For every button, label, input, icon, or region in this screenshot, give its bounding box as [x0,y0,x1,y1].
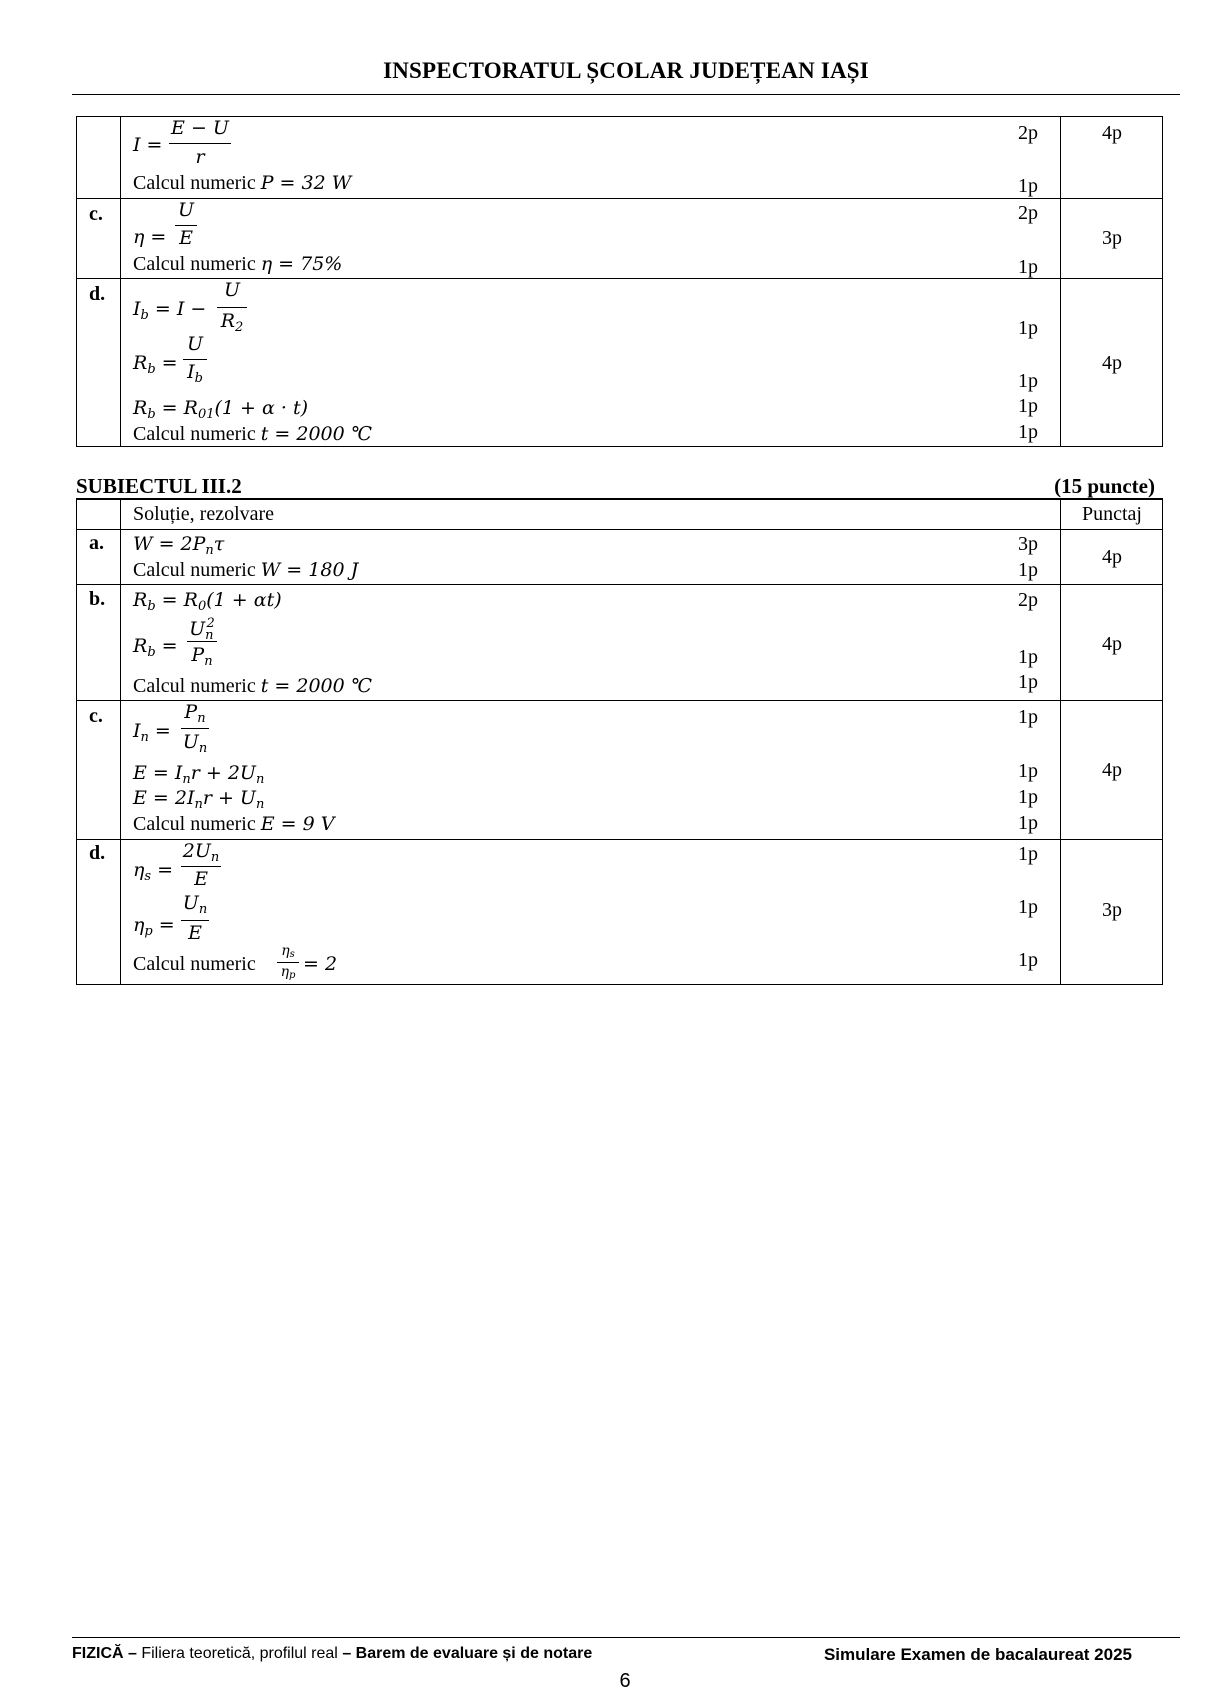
table-row [77,278,1162,449]
formula-line: $R_b = R_0(1 + \alpha t)$ [133,589,282,614]
section-points: (15 puncte) [1054,474,1155,498]
formula-lhs: η = [133,226,167,248]
formula-line: $E = 2I_nr + U_n$ [133,787,265,812]
formula-fraction: E − U r [169,117,231,173]
item-label: c. [89,705,103,727]
points-value: 1p [1018,370,1038,392]
row-total: 4p [1102,759,1122,781]
formula-lhs: $\eta_p$ = [133,914,175,939]
points-value: 1p [1018,843,1038,865]
table-header-row [77,500,1162,529]
table-row [77,839,1162,987]
points-value: 1p [1018,559,1038,581]
item-label: c. [89,203,103,225]
numeric-calc: Calcul numeric t = 2000 ℃ [133,423,373,445]
item-label: b. [89,588,106,610]
points-value: 1p [1018,317,1038,339]
formula-fraction: U E [175,199,197,255]
numeric-calc: Calcul numeric [133,953,256,975]
formula-fraction: U $R_2$ [217,279,247,337]
formula-fraction: $P_n$ $U_n$ [182,701,208,756]
row-total: 4p [1102,633,1122,655]
row-total: 3p [1102,899,1122,921]
points-value: 1p [1018,421,1038,443]
footer-rule [72,1637,1180,1638]
formula-fraction: $2U_n$ E [182,840,220,890]
table-row [77,117,1162,198]
numeric-calc: Calcul numeric η = 75% [133,253,343,275]
formula-lhs: $R_b$ = [133,635,178,660]
formula-line: $W = 2P_n\tau$ [133,533,225,558]
section-title: SUBIECTUL III.2 [76,474,242,498]
points-value: 1p [1018,646,1038,668]
row-total: 4p [1102,122,1122,144]
points-value: 2p [1018,202,1038,224]
item-label: d. [89,842,106,864]
formula-lhs: $\eta_s$ = [133,859,174,884]
points-value: 1p [1018,706,1038,728]
points-value: 2p [1018,589,1038,611]
points-value: 2p [1018,122,1038,144]
formula-fraction: $U_n^2$ $P_n$ [187,613,217,673]
row-total: 4p [1102,352,1122,374]
page-header-title: INSPECTORATUL ȘCOLAR JUDEȚEAN IAȘI [383,58,869,83]
numeric-calc: Calcul numeric t = 2000 ℃ [133,675,373,697]
points-value: 1p [1018,395,1038,417]
numeric-result: = 2 [303,953,338,975]
column-header-score: Punctaj [1082,503,1142,525]
page-number: 6 [619,1670,631,1692]
item-label: d. [89,283,106,305]
table-row [77,198,1162,279]
numeric-calc: Calcul numeric E = 9 V [133,813,335,835]
footer-exam: Simulare Examen de bacalaureat 2025 [823,1645,1132,1664]
table-row [77,529,1162,585]
grading-table-part2 [76,499,1163,985]
formula-line: $R_b = R_{01}(1 + \alpha \cdot t)$ [133,397,308,422]
header-rule [72,94,1180,95]
footer-subject: FIZICĂ – Filiera teoretică, profilul real – Barem de evaluare și de notare [72,1645,593,1662]
formula-line: $E = I_nr + 2U_n$ [133,762,265,787]
item-label: a. [89,532,104,554]
numeric-calc: Calcul numeric P = 32 W [133,172,352,194]
formula-lhs: $R_b$ = [133,352,178,377]
points-value: 1p [1018,949,1038,971]
points-value: 1p [1018,812,1038,834]
table-row [77,700,1162,840]
row-total: 3p [1102,227,1122,249]
formula-lhs: $I_b = I$ − [133,298,207,323]
points-value: 3p [1018,533,1038,555]
points-value: 1p [1018,896,1038,918]
numeric-calc: Calcul numeric W = 180 J [133,559,359,581]
points-value: 1p [1018,671,1038,693]
points-value: 1p [1018,786,1038,808]
points-value: 1p [1018,256,1038,278]
ratio-fraction: $\eta_s$ $\eta_p$ [277,943,299,985]
points-value: 1p [1018,760,1038,782]
column-header-solution: Soluție, rezolvare [133,503,275,525]
formula-lhs: I = [133,134,163,156]
table-row [77,584,1162,701]
row-total: 4p [1102,546,1122,568]
points-value: 1p [1018,175,1038,197]
formula-fraction: U $I_b$ [183,333,207,389]
formula-lhs: $I_n$ = [133,720,171,745]
grading-table-part1 [76,116,1163,447]
formula-fraction: $U_n$ E [182,892,208,944]
